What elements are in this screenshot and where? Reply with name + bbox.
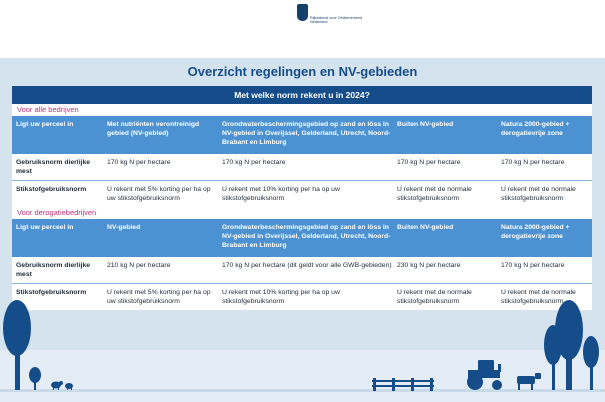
norms-table <box>12 86 592 310</box>
table-cell: U rekent met de normale stikstofgebruiksnorm <box>397 289 472 305</box>
column-header: Buiten NV-gebied <box>397 121 454 128</box>
column-header: Grondwaterbeschermingsgebied op zand en löss in NV-gebied in Overijssel, Gelderland, Utrecht, Noord-Brabant en Limburg <box>222 224 391 249</box>
table-cell: U rekent met 5% korting per ha op uw stikstofgebruiksnorm <box>107 289 211 305</box>
column-header: Grondwaterbeschermingsgebied op zand en löss in NV-gebied in Overijssel, Gelderland, Utrecht, Noord-Brabant en Limburg <box>222 121 391 146</box>
column-header: Buiten NV-gebied <box>397 224 454 231</box>
table-cell: U rekent met 10% korting per ha op uw stikstofgebruiksnorm <box>222 186 340 202</box>
row-label: Stikstofgebruiksnorm <box>16 289 87 296</box>
table-cell: 170 kg N per hectare <box>397 159 461 166</box>
logo-text-line1: Rijksdienst voor Ondernemend <box>310 16 363 20</box>
fence-icon <box>372 378 434 391</box>
column-header: Ligt uw perceel in <box>16 121 74 128</box>
table-row <box>12 257 592 284</box>
column-header: Natura 2000-gebied + derogatievrije zone <box>501 121 570 137</box>
table-cell: U rekent met 5% korting per ha op uw stikstofgebruiksnorm <box>107 186 211 202</box>
table-row <box>12 154 592 181</box>
table-cell: 170 kg N per hectare <box>501 262 565 269</box>
row-label: Gebruiksnorm dierlijke mest <box>16 262 91 278</box>
tree-icon <box>3 300 31 390</box>
table-cell: U rekent met de normale stikstofgebruiksnorm <box>501 186 576 202</box>
column-header-row <box>12 219 592 257</box>
section-label-derogation-farms: Voor derogatiebedrijven <box>12 207 592 219</box>
table-row <box>12 181 592 207</box>
cow-icon <box>517 373 541 390</box>
column-header: Ligt uw perceel in <box>16 224 74 231</box>
table-cell: U rekent met de normale stikstofgebruiksnorm <box>501 289 576 305</box>
logo-text-line2: Nederland <box>310 20 328 24</box>
pig-icon <box>65 383 73 390</box>
farm-illustration <box>0 290 605 402</box>
table-cell: 170 kg N per hectare <box>107 159 171 166</box>
tree-icon <box>583 336 599 390</box>
column-header: Met nutriënten verontreinigd gebied (NV-gebied) <box>107 121 200 137</box>
sheep-icon <box>51 381 63 390</box>
column-header: NV-gebied <box>107 224 141 231</box>
table-cell: 230 kg N per hectare <box>397 262 461 269</box>
table-header: Met welke norm rekent u in 2024? <box>12 86 592 104</box>
column-header-row <box>12 116 592 154</box>
table-cell: 170 kg N per hectare (dit geldt voor alle GWB-gebieden) <box>222 262 392 269</box>
table-cell: U rekent met de normale stikstofgebruiksnorm <box>397 186 472 202</box>
table-cell: 170 kg N per hectare <box>222 159 286 166</box>
row-label: Gebruiksnorm dierlijke mest <box>16 159 91 175</box>
rvo-logo-icon <box>297 4 308 21</box>
table-cell: 210 kg N per hectare <box>107 262 171 269</box>
tractor-icon <box>467 360 502 390</box>
section-label-all-farms: Voor alle bedrijven <box>12 104 592 116</box>
page-title: Overzicht regelingen en NV-gebieden <box>187 64 418 79</box>
tree-icon <box>544 325 562 390</box>
column-header: Natura 2000-gebied + derogatievrije zone <box>501 224 570 240</box>
row-label: Stikstofgebruiksnorm <box>16 186 87 193</box>
table-cell: 170 kg N per hectare <box>501 159 565 166</box>
tree-icon <box>29 367 41 390</box>
table-cell: U rekent met 10% korting per ha op uw stikstofgebruiksnorm <box>222 289 340 305</box>
